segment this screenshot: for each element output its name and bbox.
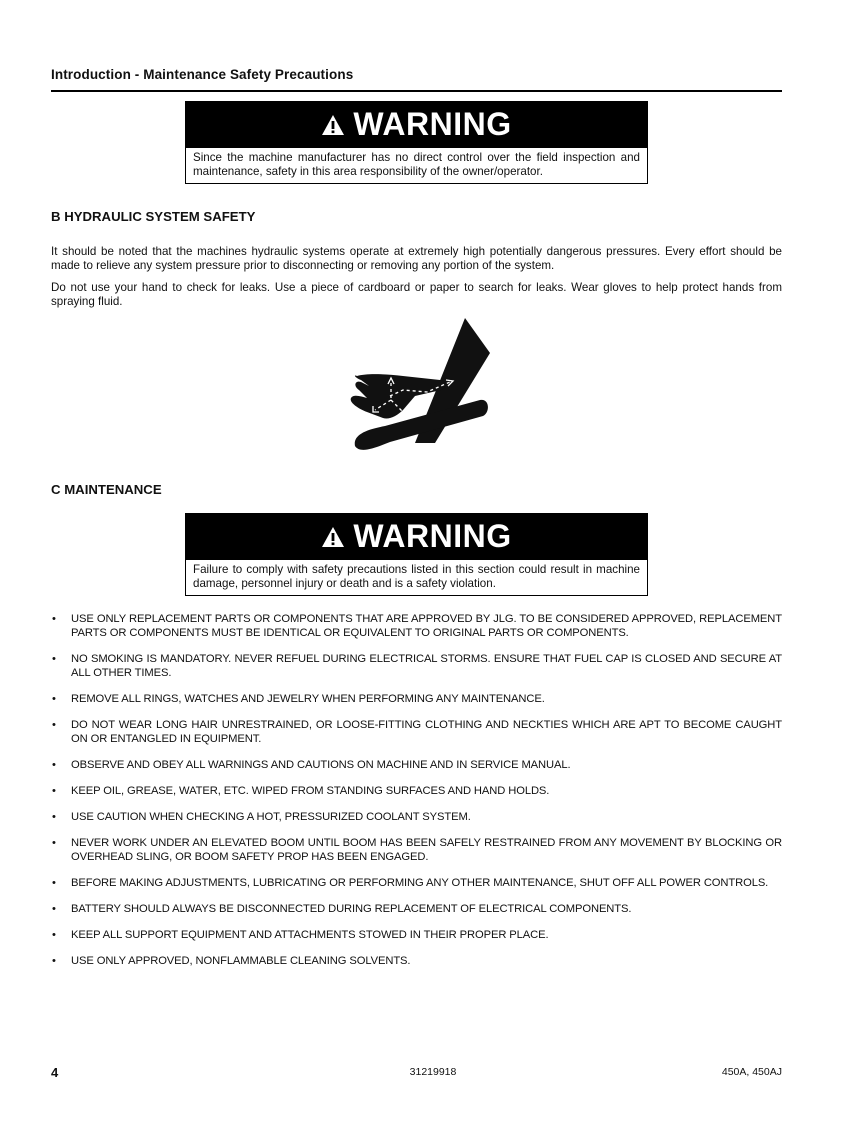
page-header-title: Introduction - Maintenance Safety Precautions [51, 67, 354, 82]
warning-box-compliance [185, 513, 648, 596]
list-item-text: USE ONLY REPLACEMENT PARTS OR COMPONENTS THAT ARE APPROVED BY JLG. TO BE CONSIDERED APPROVED, REPLACEMENT PARTS OR COMPONENTS MUST BE IDENTICAL OR EQUIVALENT TO ORIGINAL PARTS OR COMPONENTS. [71, 613, 782, 639]
bullet-dot: • [52, 759, 56, 771]
list-item-text: USE CAUTION WHEN CHECKING A HOT, PRESSURIZED COOLANT SYSTEM. [71, 811, 471, 823]
bullet-dot: • [52, 955, 56, 967]
list-item [51, 758, 782, 772]
paragraph-hydraulic-pressure: It should be noted that the machines hydraulic systems operate at extremely high potentially dangerous pressures. Every effort should be made to relieve any system pressure prior to disconnecting or removing any portion of the system. [51, 245, 782, 272]
list-item-text: DO NOT WEAR LONG HAIR UNRESTRAINED, OR LOOSE-FITTING CLOTHING AND NECKTIES WHICH ARE APT TO BECOME CAUGHT ON OR ENTANGLED IN EQUIPMENT. [71, 719, 782, 745]
warning-box-ownership [185, 101, 648, 184]
warning-label: WARNING [353, 106, 512, 142]
list-item-text: OBSERVE AND OBEY ALL WARNINGS AND CAUTIONS ON MACHINE AND IN SERVICE MANUAL. [71, 759, 571, 771]
list-item-text: BEFORE MAKING ADJUSTMENTS, LUBRICATING OR PERFORMING ANY OTHER MAINTENANCE, SHUT OFF ALL POWER CONTROLS. [71, 877, 769, 889]
bullet-dot: • [52, 811, 56, 823]
list-item [51, 928, 782, 942]
list-item-text: NO SMOKING IS MANDATORY. NEVER REFUEL DURING ELECTRICAL STORMS. ENSURE THAT FUEL CAP IS CLOSED AND SECURE AT ALL OTHER TIMES. [71, 653, 782, 679]
warning-text: Failure to comply with safety precautions listed in this section could result in machine damage, personnel injury or death and is a safety violation. [193, 563, 640, 590]
maintenance-bullet-list [51, 612, 782, 980]
list-item [51, 784, 782, 798]
list-item [51, 902, 782, 916]
list-item [51, 652, 782, 680]
list-item-text: KEEP OIL, GREASE, WATER, ETC. WIPED FROM STANDING SURFACES AND HAND HOLDS. [71, 785, 550, 797]
list-item-text: REMOVE ALL RINGS, WATCHES AND JEWELRY WHEN PERFORMING ANY MAINTENANCE. [71, 693, 545, 705]
section-heading-maintenance: C MAINTENANCE [51, 482, 162, 497]
header-rule [51, 90, 782, 92]
list-item [51, 612, 782, 640]
list-item [51, 718, 782, 746]
bullet-dot: • [52, 613, 56, 625]
warning-label: WARNING [353, 518, 512, 554]
section-heading-hydraulic: B HYDRAULIC SYSTEM SAFETY [51, 209, 256, 224]
list-item [51, 692, 782, 706]
bullet-dot: • [52, 719, 56, 731]
warning-banner [186, 101, 647, 148]
warning-triangle-icon [321, 114, 345, 136]
bullet-dot: • [52, 653, 56, 665]
footer-doc-number: 31219918 [409, 1066, 457, 1078]
paragraph-leak-check: Do not use your hand to check for leaks. Use a piece of cardboard or paper to search for leaks. Wear gloves to help protect hands from spraying fluid. [51, 281, 782, 308]
footer-page-number: 4 [51, 1065, 59, 1080]
bullet-dot: • [52, 929, 56, 941]
list-item-text: BATTERY SHOULD ALWAYS BE DISCONNECTED DURING REPLACEMENT OF ELECTRICAL COMPONENTS. [71, 903, 632, 915]
list-item [51, 836, 782, 864]
list-item [51, 954, 782, 968]
list-item [51, 876, 782, 890]
bullet-dot: • [52, 785, 56, 797]
warning-banner [186, 513, 647, 560]
bullet-dot: • [52, 837, 56, 849]
list-item-text: KEEP ALL SUPPORT EQUIPMENT AND ATTACHMENTS STOWED IN THEIR PROPER PLACE. [71, 929, 549, 941]
list-item [51, 810, 782, 824]
list-item-text: USE ONLY APPROVED, NONFLAMMABLE CLEANING SOLVENTS. [71, 955, 411, 967]
footer-model: 450A, 450AJ [721, 1066, 782, 1078]
hydraulic-leak-hand-icon [345, 318, 490, 453]
bullet-dot: • [52, 903, 56, 915]
warning-text: Since the machine manufacturer has no direct control over the field inspection and maintenance, safety in this area responsibility of the owner/operator. [193, 151, 640, 178]
warning-triangle-icon [321, 526, 345, 548]
list-item-text: NEVER WORK UNDER AN ELEVATED BOOM UNTIL BOOM HAS BEEN SAFELY RESTRAINED FROM ANY MOVEMENT BY BLOCKING OR OVERHEAD SLING, OR BOOM SAFETY PROP HAS BEEN ENGAGED. [71, 837, 782, 863]
bullet-dot: • [52, 693, 56, 705]
bullet-dot: • [52, 877, 56, 889]
